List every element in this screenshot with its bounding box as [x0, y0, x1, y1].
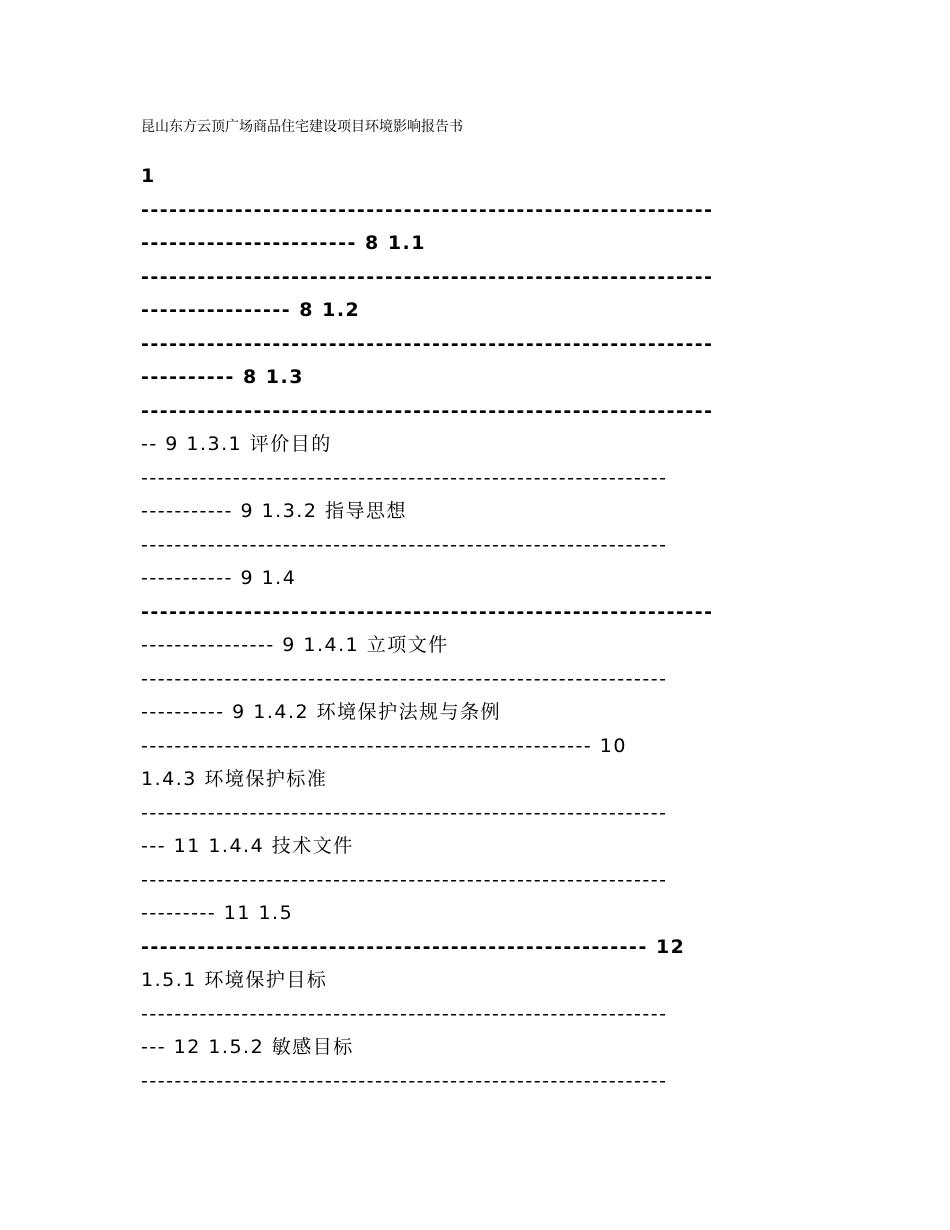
toc-line: --- 11 1.4.4 技术文件: [141, 835, 354, 857]
toc-line: 1: [141, 165, 156, 187]
toc-line: -------------------------------------------------------------: [141, 198, 714, 221]
toc-line: ---------- 9 1.4.2 环境保护法规与条例: [141, 701, 502, 723]
toc-line: ---------- 8 1.3: [141, 366, 304, 388]
toc-line: -------------------------------------------------------------: [141, 265, 714, 288]
toc-line: --- 12 1.5.2 敏感目标: [141, 1036, 354, 1058]
toc-line: ----------------------- 8 1.1: [141, 232, 426, 254]
toc-line: ---------------------------------------------------------------: [141, 1002, 668, 1025]
table-of-contents: [141, 160, 821, 1098]
toc-line: ---------------------------------------------------------------: [141, 466, 668, 489]
toc-line: --------- 11 1.5: [141, 902, 294, 924]
toc-line: ----------- 9 1.3.2 指导思想: [141, 500, 407, 522]
toc-line: ---------------------------------------------------------------: [141, 868, 668, 891]
toc-line: ---------------------------------------------------------------: [141, 801, 668, 824]
toc-line: ------------------------------------------------------ 10: [141, 734, 627, 757]
toc-line: ---------------------------------------------------------------: [141, 533, 668, 556]
toc-line: 1.5.1 环境保护目标: [141, 969, 328, 991]
toc-line: -------------------------------------------------------------: [141, 332, 714, 355]
toc-line: ----------- 9 1.4: [141, 567, 297, 589]
toc-line: ---------------- 9 1.4.1 立项文件: [141, 634, 449, 656]
toc-line: 1.4.3 环境保护标准: [141, 768, 328, 790]
toc-line: ---------------------------------------------------------------: [141, 667, 668, 690]
toc-line: ---------------- 8 1.2: [141, 299, 361, 321]
toc-line: -------------------------------------------------------------: [141, 399, 714, 422]
toc-line: ---------------------------------------------------------------: [141, 1069, 668, 1092]
toc-line: ------------------------------------------------------ 12: [141, 935, 686, 958]
toc-line: -------------------------------------------------------------: [141, 600, 714, 623]
toc-line: -- 9 1.3.1 评价目的: [141, 433, 332, 455]
document-header: 昆山东方云顶广场商品住宅建设项目环境影响报告书: [141, 119, 463, 135]
